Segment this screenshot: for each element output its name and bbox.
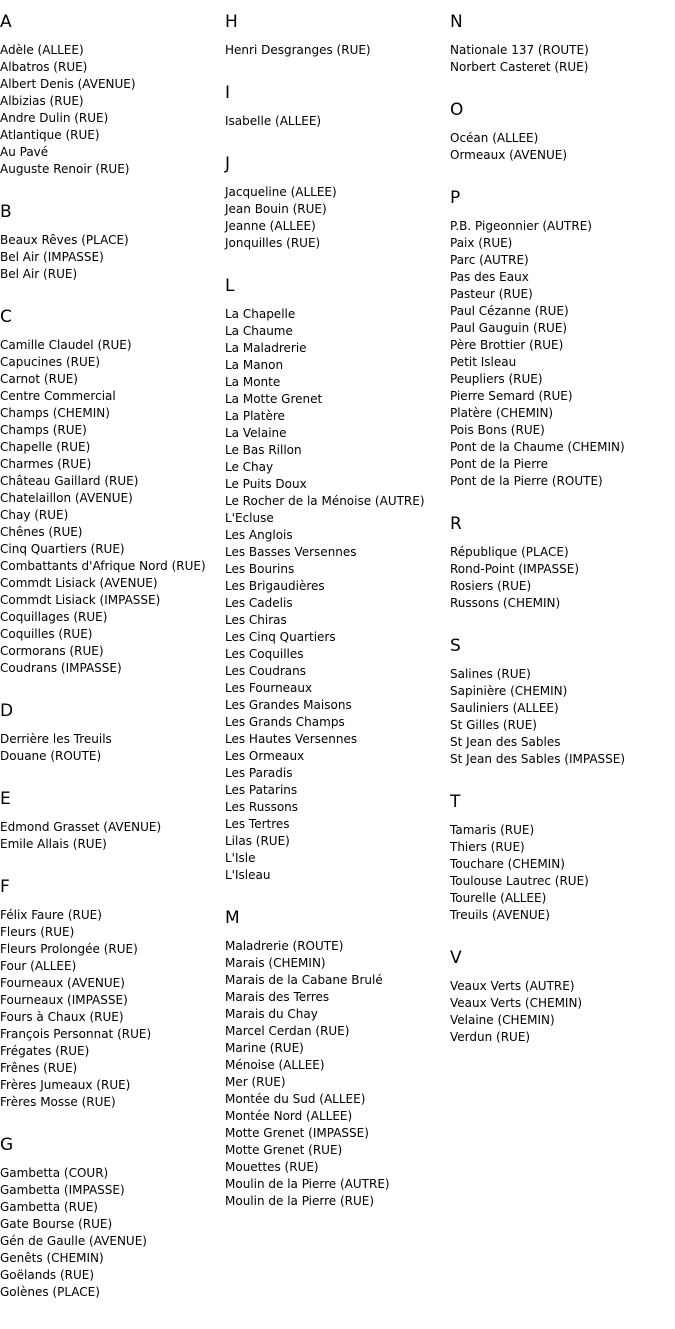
street-name: Les Grandes Maisons xyxy=(225,698,352,712)
street-name: Tourelle (ALLEE) xyxy=(450,891,547,905)
street-name: Verdun (RUE) xyxy=(450,1030,531,1044)
street-index-column xyxy=(0,12,225,1301)
street-name: Albert Denis (AVENUE) xyxy=(0,77,136,91)
street-name: La Velaine xyxy=(225,426,287,440)
street-name: Goëlands (RUE) xyxy=(0,1268,95,1282)
letter-heading: S xyxy=(450,636,461,656)
street-name: Charmes (RUE) xyxy=(0,457,92,471)
street-name: Motte Grenet (IMPASSE) xyxy=(225,1126,369,1140)
letter-section xyxy=(0,202,225,283)
street-name: Ménoise (ALLEE) xyxy=(225,1058,325,1072)
street-name: Norbert Casteret (RUE) xyxy=(450,60,589,74)
street-name: Cormorans (RUE) xyxy=(0,644,104,658)
letter-heading: E xyxy=(0,789,11,809)
street-name: Gambetta (COUR) xyxy=(0,1166,109,1180)
street-name: Au Pavé xyxy=(0,145,49,159)
street-name: Marine (RUE) xyxy=(225,1041,304,1055)
street-name: Les Coudrans xyxy=(225,664,307,678)
street-name: Edmond Grasset (AVENUE) xyxy=(0,820,162,834)
street-name: Henri Desgranges (RUE) xyxy=(225,43,371,57)
street-name: L'Ecluse xyxy=(225,511,274,525)
street-name: Les Brigaudières xyxy=(225,579,325,593)
street-name: Coudrans (IMPASSE) xyxy=(0,661,122,675)
letter-heading: T xyxy=(450,792,461,812)
street-name: Montée du Sud (ALLEE) xyxy=(225,1092,366,1106)
street-name: Fourneaux (AVENUE) xyxy=(0,976,125,990)
street-name: Velaine (CHEMIN) xyxy=(450,1013,555,1027)
street-name: Parc (AUTRE) xyxy=(450,253,529,267)
street-name: Four (ALLEE) xyxy=(0,959,77,973)
street-name: Champs (RUE) xyxy=(0,423,87,437)
street-name: Pierre Semard (RUE) xyxy=(450,389,573,403)
street-name: Pont de la Chaume (CHEMIN) xyxy=(450,440,625,454)
street-name: Félix Faure (RUE) xyxy=(0,908,102,922)
street-name: Centre Commercial xyxy=(0,389,116,403)
letter-section xyxy=(450,514,675,612)
street-name: Marais des Terres xyxy=(225,990,330,1004)
street-name: Les Paradis xyxy=(225,766,293,780)
street-name: Chay (RUE) xyxy=(0,508,69,522)
letter-heading: I xyxy=(225,83,231,103)
street-name: Pois Bons (RUE) xyxy=(450,423,545,437)
letter-heading: M xyxy=(225,908,240,928)
street-name: Rosiers (RUE) xyxy=(450,579,532,593)
street-name: Beaux Rêves (PLACE) xyxy=(0,233,129,247)
street-list xyxy=(450,42,675,76)
letter-heading: G xyxy=(0,1135,14,1155)
street-name: Sapinière (CHEMIN) xyxy=(450,684,568,698)
letter-heading: L xyxy=(225,276,235,296)
street-name: Montée Nord (ALLEE) xyxy=(225,1109,353,1123)
letter-heading: A xyxy=(0,12,12,32)
street-list xyxy=(0,819,225,853)
street-name: Les Chiras xyxy=(225,613,287,627)
street-list xyxy=(450,822,675,924)
street-name: Bel Air (IMPASSE) xyxy=(0,250,104,264)
street-name: République (PLACE) xyxy=(450,545,569,559)
street-name: Platère (CHEMIN) xyxy=(450,406,554,420)
street-name: Pont de la Pierre (ROUTE) xyxy=(450,474,603,488)
street-index-column xyxy=(450,12,675,1046)
street-name: François Personnat (RUE) xyxy=(0,1027,152,1041)
street-name: Toulouse Lautrec (RUE) xyxy=(450,874,589,888)
street-name: Combattants d'Afrique Nord (RUE) xyxy=(0,559,206,573)
street-name: Père Brottier (RUE) xyxy=(450,338,564,352)
letter-section xyxy=(225,908,450,1210)
letter-section xyxy=(450,12,675,76)
street-name: Commdt Lisiack (IMPASSE) xyxy=(0,593,161,607)
street-name: Le Bas Rillon xyxy=(225,443,302,457)
street-name: Marais du Chay xyxy=(225,1007,318,1021)
letter-section xyxy=(0,12,225,178)
street-name: Les Cadelis xyxy=(225,596,293,610)
letter-heading: H xyxy=(225,12,238,32)
street-list xyxy=(0,731,225,765)
street-name: Gén de Gaulle (AVENUE) xyxy=(0,1234,147,1248)
street-name: Gate Bourse (RUE) xyxy=(0,1217,113,1231)
street-name: Marais (CHEMIN) xyxy=(225,956,326,970)
letter-heading: N xyxy=(450,12,463,32)
letter-heading: F xyxy=(0,877,10,897)
street-name: Paix (RUE) xyxy=(450,236,513,250)
street-name: Frères Mosse (RUE) xyxy=(0,1095,116,1109)
letter-section xyxy=(450,100,675,164)
street-name: Chatelaillon (AVENUE) xyxy=(0,491,133,505)
letter-section xyxy=(450,948,675,1046)
street-name: Jacqueline (ALLEE) xyxy=(225,185,337,199)
letter-section xyxy=(0,877,225,1111)
street-name: Lilas (RUE) xyxy=(225,834,290,848)
street-list xyxy=(225,306,450,884)
street-name: Emile Allais (RUE) xyxy=(0,837,107,851)
street-name: Mer (RUE) xyxy=(225,1075,286,1089)
street-index-column xyxy=(225,12,450,1210)
street-name: La Motte Grenet xyxy=(225,392,323,406)
letter-section xyxy=(450,188,675,490)
street-name: Albizias (RUE) xyxy=(0,94,84,108)
letter-heading: D xyxy=(0,701,14,721)
street-name: Isabelle (ALLEE) xyxy=(225,114,322,128)
street-name: Pont de la Pierre xyxy=(450,457,549,471)
street-name: Treuils (AVENUE) xyxy=(450,908,550,922)
street-name: Andre Dulin (RUE) xyxy=(0,111,109,125)
street-list xyxy=(0,232,225,283)
street-name: Moulin de la Pierre (AUTRE) xyxy=(225,1177,390,1191)
street-name: St Gilles (RUE) xyxy=(450,718,537,732)
street-list xyxy=(0,1165,225,1301)
street-name: Fleurs Prolongée (RUE) xyxy=(0,942,138,956)
street-name: Albatros (RUE) xyxy=(0,60,88,74)
street-name: St Jean des Sables xyxy=(450,735,561,749)
street-list xyxy=(450,130,675,164)
street-name: Camille Claudel (RUE) xyxy=(0,338,132,352)
street-name: Les Ormeaux xyxy=(225,749,305,763)
street-name: Les Basses Versennes xyxy=(225,545,357,559)
street-name: Fleurs (RUE) xyxy=(0,925,75,939)
street-name: Genêts (CHEMIN) xyxy=(0,1251,104,1265)
letter-heading: B xyxy=(0,202,12,222)
street-name: Les Bourins xyxy=(225,562,295,576)
street-name: P.B. Pigeonnier (AUTRE) xyxy=(450,219,592,233)
street-list xyxy=(225,42,450,59)
street-name: Salines (RUE) xyxy=(450,667,531,681)
street-list xyxy=(450,544,675,612)
street-name: Thiers (RUE) xyxy=(450,840,525,854)
letter-heading: J xyxy=(225,154,231,174)
street-name: Cinq Quartiers (RUE) xyxy=(0,542,125,556)
letter-heading: C xyxy=(0,307,12,327)
street-name: Commdt Lisiack (AVENUE) xyxy=(0,576,158,590)
street-name: Fours à Chaux (RUE) xyxy=(0,1010,124,1024)
street-name: Bel Air (RUE) xyxy=(0,267,78,281)
street-name: La Chapelle xyxy=(225,307,296,321)
street-name: Nationale 137 (ROUTE) xyxy=(450,43,589,57)
street-name: Le Chay xyxy=(225,460,274,474)
street-name: Golènes (PLACE) xyxy=(0,1285,100,1299)
street-name: La Monte xyxy=(225,375,281,389)
street-name: Russons (CHEMIN) xyxy=(450,596,561,610)
street-name: Paul Cézanne (RUE) xyxy=(450,304,569,318)
street-name: Paul Gauguin (RUE) xyxy=(450,321,568,335)
street-name: Les Patarins xyxy=(225,783,298,797)
street-name: Atlantique (RUE) xyxy=(0,128,100,142)
letter-section xyxy=(450,792,675,924)
street-name: Peupliers (RUE) xyxy=(450,372,543,386)
street-list xyxy=(0,907,225,1111)
street-name: Les Tertres xyxy=(225,817,290,831)
letter-section xyxy=(0,789,225,853)
letter-heading: V xyxy=(450,948,462,968)
street-name: Coquillages (RUE) xyxy=(0,610,108,624)
street-name: Le Puits Doux xyxy=(225,477,307,491)
letter-heading: R xyxy=(450,514,462,534)
street-list xyxy=(0,337,225,677)
street-name: Douane (ROUTE) xyxy=(0,749,102,763)
street-name: Jonquilles (RUE) xyxy=(225,236,321,250)
street-name: Derrière les Treuils xyxy=(0,732,112,746)
street-name: Adèle (ALLEE) xyxy=(0,43,84,57)
street-name: Les Cinq Quartiers xyxy=(225,630,336,644)
street-name: Le Rocher de la Ménoise (AUTRE) xyxy=(225,494,425,508)
street-name: Chênes (RUE) xyxy=(0,525,83,539)
street-name: Carnot (RUE) xyxy=(0,372,78,386)
street-name: Frères Jumeaux (RUE) xyxy=(0,1078,131,1092)
street-name: Les Grands Champs xyxy=(225,715,345,729)
street-name: Marcel Cerdan (RUE) xyxy=(225,1024,350,1038)
letter-section xyxy=(450,636,675,768)
street-name: Coquilles (RUE) xyxy=(0,627,93,641)
street-name: Jeanne (ALLEE) xyxy=(225,219,316,233)
street-name: Jean Bouin (RUE) xyxy=(225,202,327,216)
street-list xyxy=(225,113,450,130)
street-name: Sauliniers (ALLEE) xyxy=(450,701,559,715)
street-name: Pas des Eaux xyxy=(450,270,529,284)
letter-heading: O xyxy=(450,100,464,120)
street-name: Ormeaux (AVENUE) xyxy=(450,148,568,162)
letter-section xyxy=(225,12,450,59)
letter-section xyxy=(0,701,225,765)
street-name: L'Isle xyxy=(225,851,256,865)
street-list xyxy=(0,42,225,178)
letter-section xyxy=(225,276,450,884)
street-name: Motte Grenet (RUE) xyxy=(225,1143,343,1157)
street-name: Les Hautes Versennes xyxy=(225,732,358,746)
street-name: Marais de la Cabane Brulé xyxy=(225,973,383,987)
street-name: Veaux Verts (CHEMIN) xyxy=(450,996,583,1010)
street-name: Mouettes (RUE) xyxy=(225,1160,319,1174)
street-name: Rond-Point (IMPASSE) xyxy=(450,562,580,576)
street-name: Pasteur (RUE) xyxy=(450,287,533,301)
street-name: Les Anglois xyxy=(225,528,293,542)
street-list xyxy=(450,666,675,768)
street-list xyxy=(450,978,675,1046)
street-name: Touchare (CHEMIN) xyxy=(450,857,565,871)
street-name: L'Isleau xyxy=(225,868,271,882)
street-name: Les Coquilles xyxy=(225,647,304,661)
street-list xyxy=(450,218,675,490)
street-name: Océan (ALLEE) xyxy=(450,131,539,145)
street-name: Capucines (RUE) xyxy=(0,355,101,369)
street-name: Veaux Verts (AUTRE) xyxy=(450,979,575,993)
letter-section xyxy=(225,154,450,252)
street-name: Les Fourneaux xyxy=(225,681,313,695)
street-name: Fourneaux (IMPASSE) xyxy=(0,993,128,1007)
street-name: Frênes (RUE) xyxy=(0,1061,78,1075)
street-name: Petit Isleau xyxy=(450,355,517,369)
street-name: Chapelle (RUE) xyxy=(0,440,91,454)
street-name: St Jean des Sables (IMPASSE) xyxy=(450,752,626,766)
street-name: Frégates (RUE) xyxy=(0,1044,90,1058)
street-list xyxy=(225,184,450,252)
street-list xyxy=(225,938,450,1210)
street-name: Château Gaillard (RUE) xyxy=(0,474,139,488)
street-name: Moulin de la Pierre (RUE) xyxy=(225,1194,375,1208)
street-name: Tamaris (RUE) xyxy=(450,823,535,837)
street-name: La Manon xyxy=(225,358,284,372)
street-name: Champs (CHEMIN) xyxy=(0,406,110,420)
street-name: Gambetta (RUE) xyxy=(0,1200,98,1214)
street-name: Les Russons xyxy=(225,800,299,814)
street-name: La Maladrerie xyxy=(225,341,307,355)
letter-section xyxy=(0,307,225,677)
letter-section xyxy=(225,83,450,130)
letter-section xyxy=(0,1135,225,1301)
street-name: La Platère xyxy=(225,409,285,423)
letter-heading: P xyxy=(450,188,461,208)
street-name: La Chaume xyxy=(225,324,293,338)
street-name: Auguste Renoir (RUE) xyxy=(0,162,130,176)
street-name: Gambetta (IMPASSE) xyxy=(0,1183,125,1197)
street-name: Maladrerie (ROUTE) xyxy=(225,939,344,953)
